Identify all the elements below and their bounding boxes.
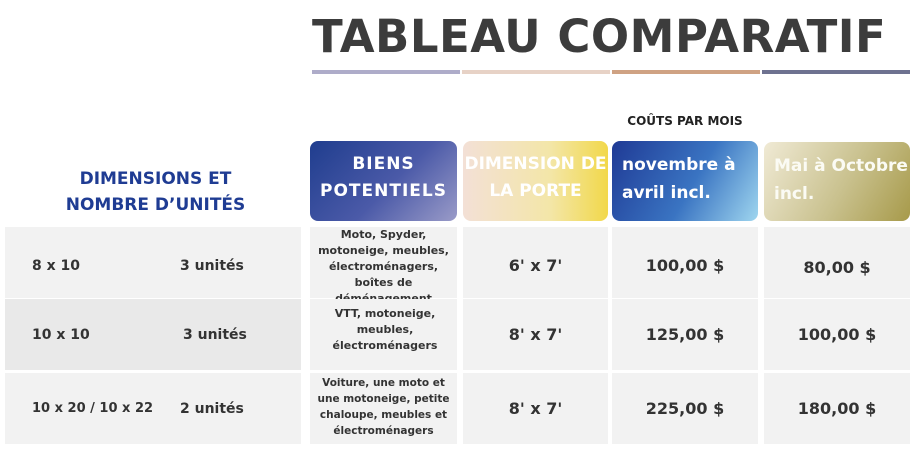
accent-bar-3 xyxy=(612,70,760,74)
accent-bar-1 xyxy=(312,70,460,74)
row-2-price-winter: 125,00 $ xyxy=(645,325,725,344)
row-1-dimension: 8 x 10 xyxy=(32,258,81,274)
row-3-porte: 8' x 7' xyxy=(508,399,563,418)
accent-bar-4 xyxy=(762,70,910,74)
row-1-price-winter: 100,00 $ xyxy=(645,256,725,275)
row-3-biens: Voiture, une moto et une motoneige, petite chaloupe, meubles et électroménagers xyxy=(317,377,450,437)
row-3-price-summer: 180,00 $ xyxy=(797,399,877,418)
column-header-winter-price: novembre à avril incl. xyxy=(612,141,758,221)
row-2-units: 3 unités xyxy=(183,327,247,343)
column-header-biens: BIENS POTENTIELS xyxy=(310,141,457,221)
page-title: TABLEAU COMPARATIF xyxy=(312,10,887,63)
accent-bar-2 xyxy=(462,70,610,74)
column-header-porte: DIMENSION DE LA PORTE xyxy=(463,141,608,221)
row-3-dimension: 10 x 20 / 10 x 22 xyxy=(32,401,154,416)
row-2-porte: 8' x 7' xyxy=(508,325,563,344)
cost-per-month-label: COÛTS PAR MOIS xyxy=(627,114,743,128)
row-1-biens: Moto, Spyder, motoneige, meubles, électroménagers, boîtes de xyxy=(318,228,449,289)
column-header-summer-price: Mai à Octobre incl. xyxy=(764,142,910,221)
row-3-price-winter: 225,00 $ xyxy=(645,399,725,418)
row-3-units: 2 unités xyxy=(180,401,244,417)
dimensions-header: DIMENSIONS ET NOMBRE D’UNITÉS xyxy=(65,169,246,215)
row-1-porte: 6' x 7' xyxy=(508,256,563,275)
row-2-biens: VTT, motoneige, meubles, électroménagers xyxy=(332,307,438,352)
row-1-units: 3 unités xyxy=(180,258,244,274)
row-2-price-summer: 100,00 $ xyxy=(797,325,877,344)
row-2-dimension: 10 x 10 xyxy=(32,327,90,343)
row-1-price-summer: 80,00 $ xyxy=(803,258,871,277)
